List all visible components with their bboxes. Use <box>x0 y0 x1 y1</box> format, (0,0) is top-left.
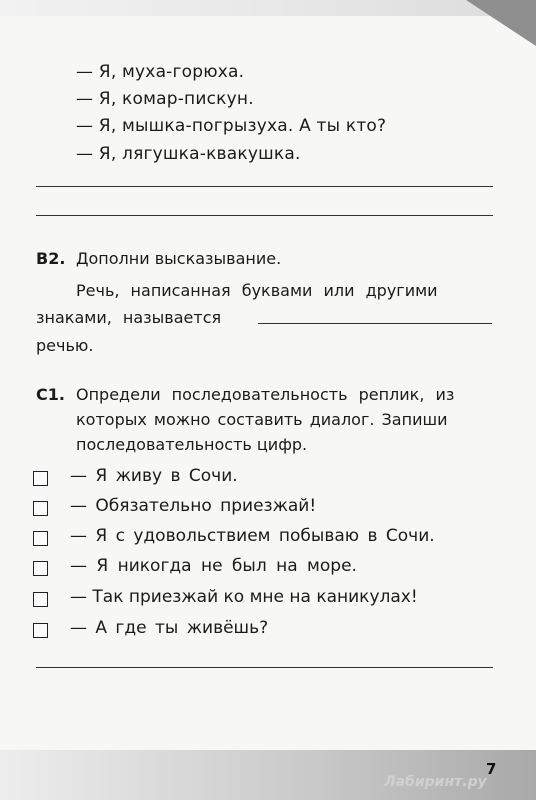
task-c1-instruction-line-1: Определи последовательность реплик, из <box>76 385 455 404</box>
option-2-text: — Обязательно приезжай! <box>70 496 317 516</box>
option-5-checkbox[interactable] <box>33 592 48 607</box>
dialogue-line-4: — Я, лягушка-квакушка. <box>76 144 301 164</box>
task-c1-instruction-line-3: последовательность цифр. <box>76 435 308 454</box>
option-3-checkbox[interactable] <box>33 531 48 546</box>
answer-line-2[interactable] <box>36 215 493 216</box>
option-6-text: — А где ты живёшь? <box>70 618 269 638</box>
option-4-text: — Я никогда не был на море. <box>70 556 357 576</box>
option-3-text: — Я с удовольствием побываю в Сочи. <box>70 526 435 546</box>
task-c1-answer-line[interactable] <box>36 667 493 668</box>
task-b2-fill-blank[interactable] <box>258 323 492 324</box>
task-b2-text-line-2: знаками, называется <box>36 308 222 327</box>
dialogue-line-3: — Я, мышка-погрызуха. А ты кто? <box>76 116 387 136</box>
task-b2-text-line-3: речью. <box>36 336 94 355</box>
watermark-logo: Лабиринт.ру <box>384 774 487 790</box>
option-1-text: — Я живу в Сочи. <box>70 466 238 486</box>
option-2-checkbox[interactable] <box>33 501 48 516</box>
answer-line-1[interactable] <box>36 186 493 187</box>
option-4-checkbox[interactable] <box>33 561 48 576</box>
page-number: 7 <box>486 760 497 778</box>
top-corner-decor <box>466 0 536 46</box>
option-6-checkbox[interactable] <box>33 623 48 638</box>
task-b2-instruction: Дополни высказывание. <box>76 249 282 268</box>
task-c1-instruction-line-2: которых можно составить диалог. Запиши <box>76 410 448 429</box>
option-5-text: — Так приезжай ко мне на каникулах! <box>70 587 418 607</box>
dialogue-line-1: — Я, муха-горюха. <box>76 62 245 82</box>
task-b2-text-line-1: Речь, написанная буквами или другими <box>76 281 438 300</box>
dialogue-line-2: — Я, комар-пискун. <box>76 89 254 109</box>
task-b2-label: B2. <box>36 249 66 268</box>
option-1-checkbox[interactable] <box>33 471 48 486</box>
task-c1-label: C1. <box>36 385 65 404</box>
top-decor-band <box>0 0 536 16</box>
